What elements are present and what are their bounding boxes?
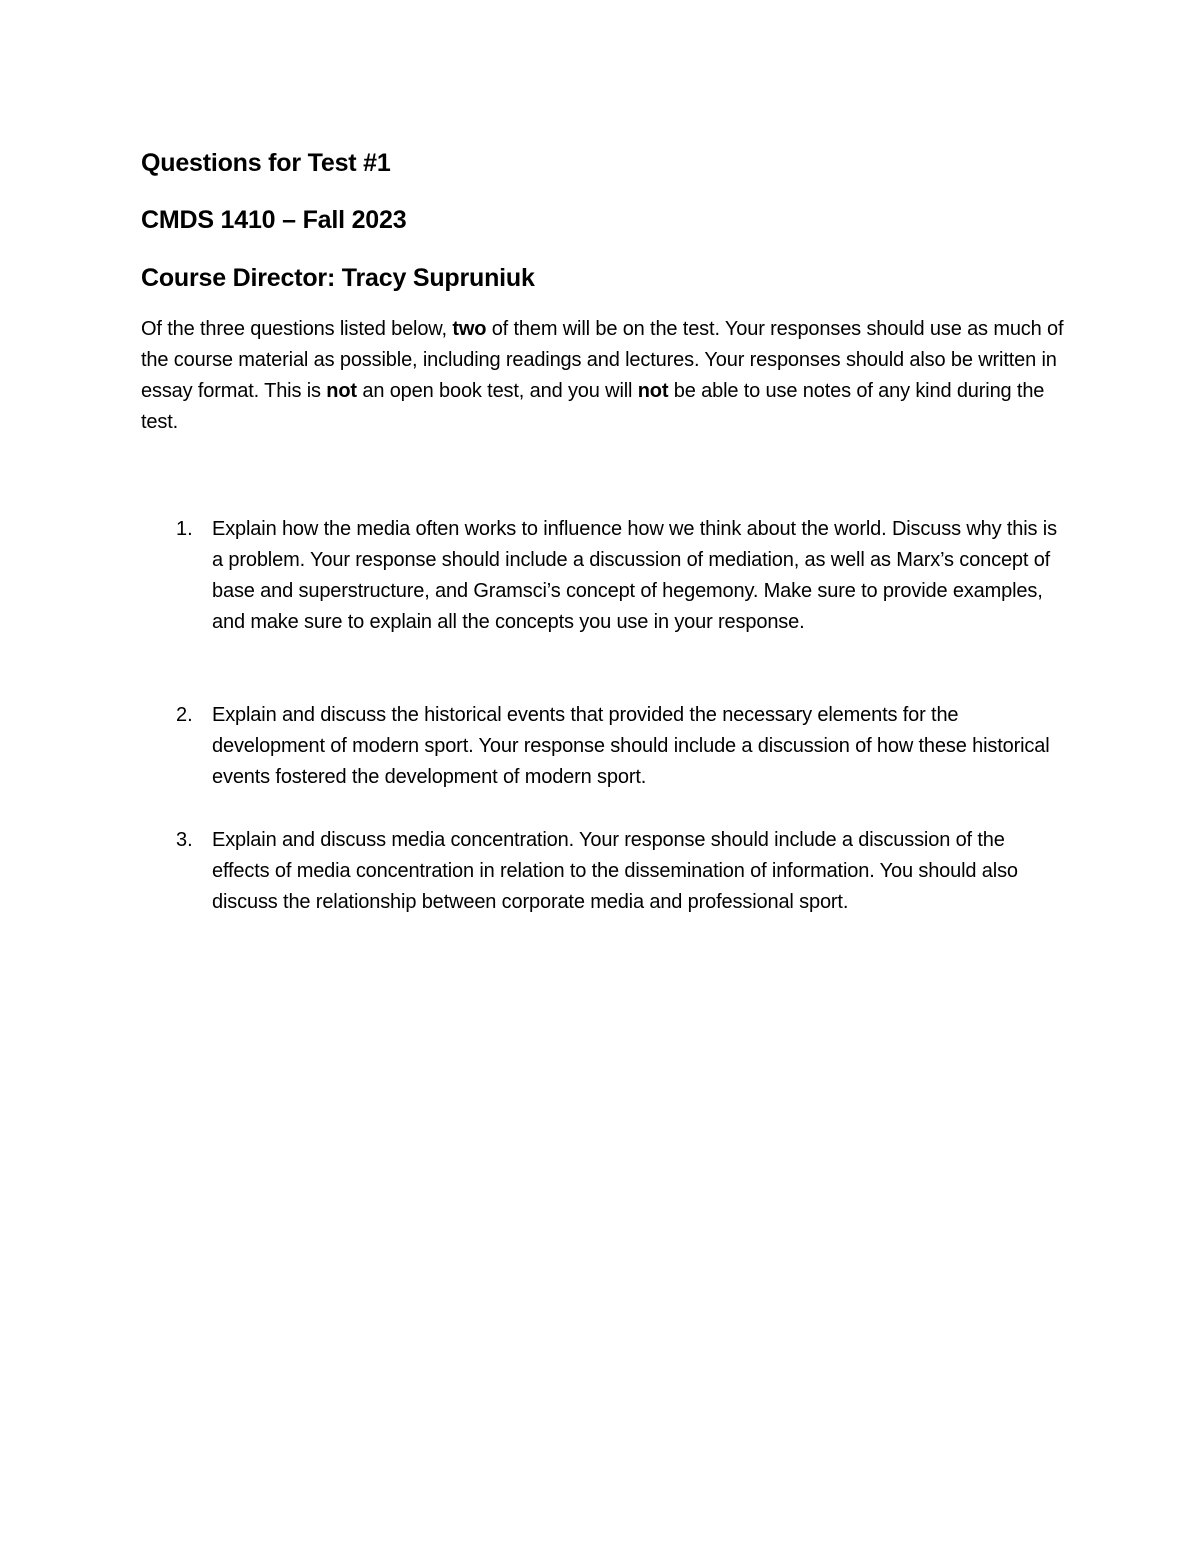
- question-text: Explain how the media often works to influence how we think about the world. Discuss why this is a problem. Your response should include a discussion of mediation, as well as Marx’s concept of base and superstructure, and Gramsci’s concept of hegemony. Make sure to provide examples, and make sure to explain all the concepts you use in your response.: [212, 518, 1057, 633]
- instructions-text: Of the three questions listed below,: [141, 318, 453, 340]
- instructions-text: be able to use notes of any kind during the test.: [141, 380, 1045, 433]
- instructions-text: of them will be on the test. Your responses should use as much of the course material as possible, including readings and lectures. Your responses should also be written in essay format. This is: [141, 318, 1064, 402]
- emphasis-not: not: [637, 380, 669, 402]
- course-heading: CMDS 1410 – Fall 2023: [141, 206, 407, 234]
- question-number: 2.: [176, 704, 193, 726]
- document-title: Questions for Test #1: [141, 149, 391, 177]
- instructions-paragraph: [141, 314, 1066, 438]
- instructions-text: an open book test, and you will: [356, 380, 638, 402]
- course-director-heading: Course Director: Tracy Supruniuk: [141, 264, 535, 292]
- emphasis-not: not: [326, 380, 357, 402]
- question-number: 1.: [176, 518, 193, 540]
- question-text: Explain and discuss media concentration. Your response should include a discussion of the effects of media concentration in relation to the dissemination of information. You should also discuss the relationship between corporate media and professional sport.: [212, 829, 1018, 913]
- question-text: Explain and discuss the historical events that provided the necessary elements for the development of modern sport. Your response should include a discussion of how these historical events fostered the development of modern sport.: [212, 704, 1050, 788]
- question-number: 3.: [176, 829, 193, 851]
- emphasis-two: two: [452, 318, 487, 340]
